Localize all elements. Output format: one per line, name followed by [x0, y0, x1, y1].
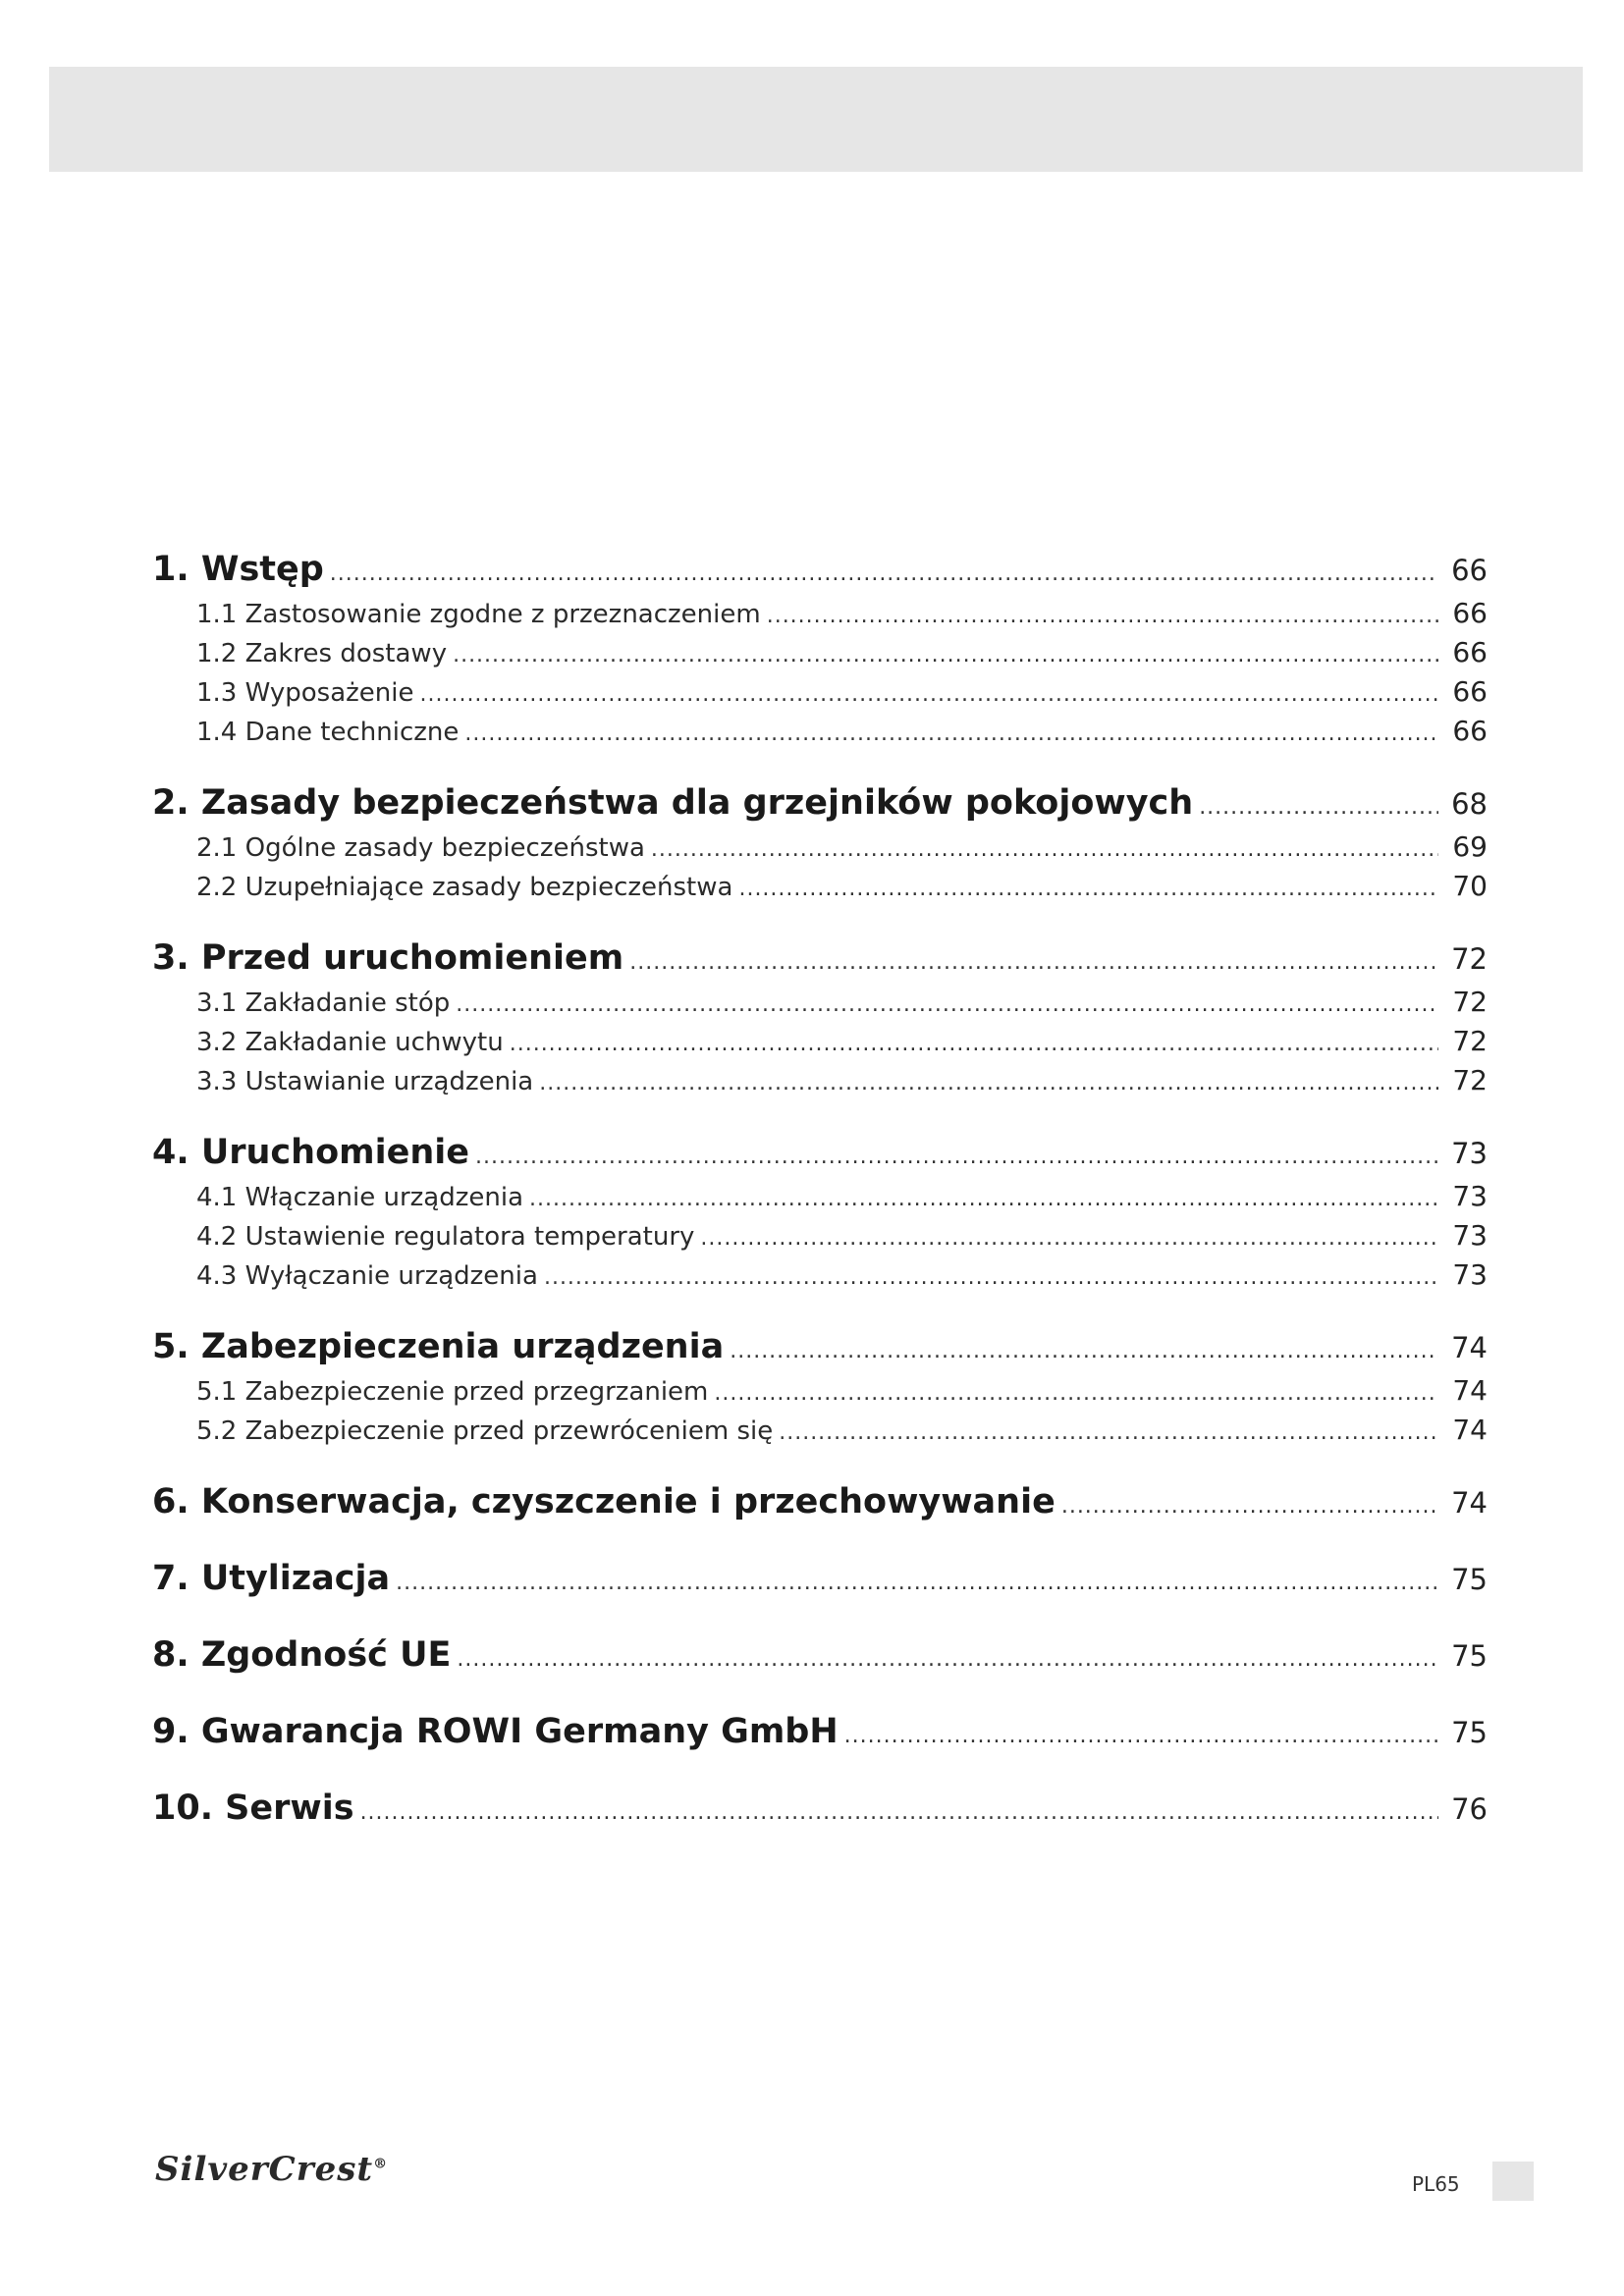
toc-heading-title: 8. Zgodność UE [152, 1635, 452, 1675]
toc-subitem-page-number: 69 [1452, 830, 1488, 863]
toc-heading[interactable] [152, 1482, 1488, 1529]
toc-subitem-title: 1.1 Zastosowanie zgodne z przeznaczeniem [196, 600, 761, 629]
toc-heading[interactable] [152, 550, 1488, 597]
toc-subitem-page-number: 73 [1452, 1180, 1488, 1212]
toc-heading-page-number: 73 [1451, 1137, 1488, 1170]
toc-subitem[interactable] [152, 675, 1488, 715]
toc-section [152, 783, 1488, 909]
dot-leader [544, 1265, 1438, 1290]
dot-leader [1199, 795, 1438, 820]
dot-leader [629, 950, 1438, 975]
toc-subitem-title: 4.1 Włączanie urządzenia [196, 1183, 524, 1212]
toc-heading-page-number: 75 [1451, 1639, 1488, 1673]
toc-section [152, 1133, 1488, 1298]
toc-subitem-page-number: 72 [1452, 1025, 1488, 1057]
dot-leader [453, 643, 1438, 667]
dot-leader [730, 1339, 1438, 1363]
toc-subitem[interactable] [152, 1374, 1488, 1414]
toc-heading-title: 9. Gwarancja ROWI Germany GmbH [152, 1712, 839, 1751]
toc-subitem-title: 4.3 Wyłączanie urządzenia [196, 1261, 538, 1291]
toc-subitem[interactable] [152, 636, 1488, 675]
toc-subitem-title: 1.2 Zakres dostawy [196, 639, 448, 668]
dot-leader [360, 1800, 1438, 1825]
dot-leader [714, 1381, 1438, 1406]
toc-section [152, 1482, 1488, 1529]
toc-subitem-page-number: 73 [1452, 1219, 1488, 1252]
toc-subitem-page-number: 72 [1452, 986, 1488, 1018]
toc-heading-page-number: 74 [1451, 1331, 1488, 1364]
toc-subitem-title: 2.2 Uzupełniające zasady bezpieczeństwa [196, 873, 733, 902]
toc-subitem[interactable] [152, 597, 1488, 636]
toc-heading-title: 3. Przed uruchomieniem [152, 938, 624, 978]
dot-leader [1061, 1494, 1438, 1519]
toc-subitem-page-number: 72 [1452, 1064, 1488, 1096]
toc-subitem-page-number: 73 [1452, 1258, 1488, 1291]
dot-leader [700, 1226, 1438, 1251]
toc-heading-page-number: 76 [1451, 1792, 1488, 1826]
dot-leader [456, 992, 1438, 1017]
dot-leader [510, 1032, 1438, 1056]
toc-heading-title: 4. Uruchomienie [152, 1133, 469, 1172]
dot-leader [475, 1145, 1438, 1169]
toc-heading-page-number: 75 [1451, 1716, 1488, 1749]
toc-heading-title: 6. Konserwacja, czyszczenie i przechowywanie [152, 1482, 1056, 1522]
silvercrest-logo [155, 2150, 388, 2189]
dot-leader [330, 561, 1438, 586]
toc-heading[interactable] [152, 1327, 1488, 1374]
toc-subitem[interactable] [152, 830, 1488, 870]
toc-subitem-title: 4.2 Ustawienie regulatora temperatury [196, 1222, 695, 1252]
toc-heading-title: 7. Utylizacja [152, 1559, 391, 1598]
dot-leader [844, 1724, 1438, 1748]
toc-subitem[interactable] [152, 1025, 1488, 1064]
toc-subitem-title: 2.1 Ogólne zasady bezpieczeństwa [196, 833, 645, 863]
toc-subitem-page-number: 66 [1452, 636, 1488, 668]
dot-leader [464, 721, 1438, 746]
toc-heading-page-number: 68 [1451, 787, 1488, 821]
toc-subitem-page-number: 66 [1452, 597, 1488, 629]
toc-subitem[interactable] [152, 1180, 1488, 1219]
dot-leader [767, 604, 1438, 628]
toc-section [152, 1712, 1488, 1759]
toc-heading[interactable] [152, 938, 1488, 986]
toc-section [152, 1789, 1488, 1836]
toc-section [152, 1559, 1488, 1606]
dot-leader [738, 877, 1438, 901]
toc-subitem-title: 1.3 Wyposażenie [196, 678, 414, 708]
toc-heading[interactable] [152, 1635, 1488, 1682]
toc-subitem-title: 1.4 Dane techniczne [196, 718, 460, 747]
toc-subitem-page-number: 74 [1452, 1374, 1488, 1407]
toc-heading-title: 5. Zabezpieczenia urządzenia [152, 1327, 725, 1366]
toc-subitem-page-number: 66 [1452, 715, 1488, 747]
toc-subitem-page-number: 66 [1452, 675, 1488, 708]
toc-subitem[interactable] [152, 870, 1488, 909]
toc-subitem-title: 3.1 Zakładanie stóp [196, 988, 451, 1018]
toc-heading-page-number: 72 [1451, 942, 1488, 976]
toc-subitem-title: 5.2 Zabezpieczenie przed przewróceniem się [196, 1416, 774, 1446]
toc-subitem[interactable] [152, 1064, 1488, 1103]
toc-subitem[interactable] [152, 1414, 1488, 1453]
toc-subitem-title: 3.3 Ustawianie urządzenia [196, 1067, 534, 1096]
dot-leader [539, 1071, 1438, 1095]
toc-subitem-title: 5.1 Zabezpieczenie przed przegrzaniem [196, 1377, 709, 1407]
toc-subitem[interactable] [152, 1258, 1488, 1298]
dot-leader [419, 682, 1438, 707]
toc-section [152, 1327, 1488, 1453]
toc-subitem[interactable] [152, 715, 1488, 754]
toc-section [152, 1635, 1488, 1682]
toc-heading[interactable] [152, 1133, 1488, 1180]
toc-subitem[interactable] [152, 1219, 1488, 1258]
toc-section [152, 550, 1488, 754]
dot-leader [529, 1187, 1438, 1211]
toc-heading-title: 2. Zasady bezpieczeństwa dla grzejników pokojowych [152, 783, 1194, 823]
table-of-contents [152, 550, 1488, 1865]
toc-subitem[interactable] [152, 986, 1488, 1025]
toc-heading[interactable] [152, 1712, 1488, 1759]
registered-mark: ® [373, 2156, 389, 2172]
header-band [49, 67, 1583, 172]
dot-leader [457, 1647, 1438, 1672]
toc-subitem-page-number: 74 [1452, 1414, 1488, 1446]
toc-section [152, 938, 1488, 1103]
toc-heading-page-number: 74 [1451, 1486, 1488, 1520]
toc-heading-title: 1. Wstęp [152, 550, 324, 589]
toc-heading-title: 10. Serwis [152, 1789, 354, 1828]
toc-heading[interactable] [152, 1559, 1488, 1606]
dot-leader [651, 837, 1438, 862]
page-number: PL65 [1412, 2172, 1460, 2196]
toc-subitem-title: 3.2 Zakładanie uchwytu [196, 1028, 504, 1057]
page-tab-box [1492, 2162, 1534, 2201]
brand-name: SilverCrest [155, 2150, 374, 2189]
toc-heading-page-number: 66 [1451, 554, 1488, 587]
toc-heading-page-number: 75 [1451, 1563, 1488, 1596]
toc-heading[interactable] [152, 1789, 1488, 1836]
toc-heading[interactable] [152, 783, 1488, 830]
dot-leader [396, 1571, 1438, 1595]
dot-leader [779, 1420, 1438, 1445]
toc-subitem-page-number: 70 [1452, 870, 1488, 902]
